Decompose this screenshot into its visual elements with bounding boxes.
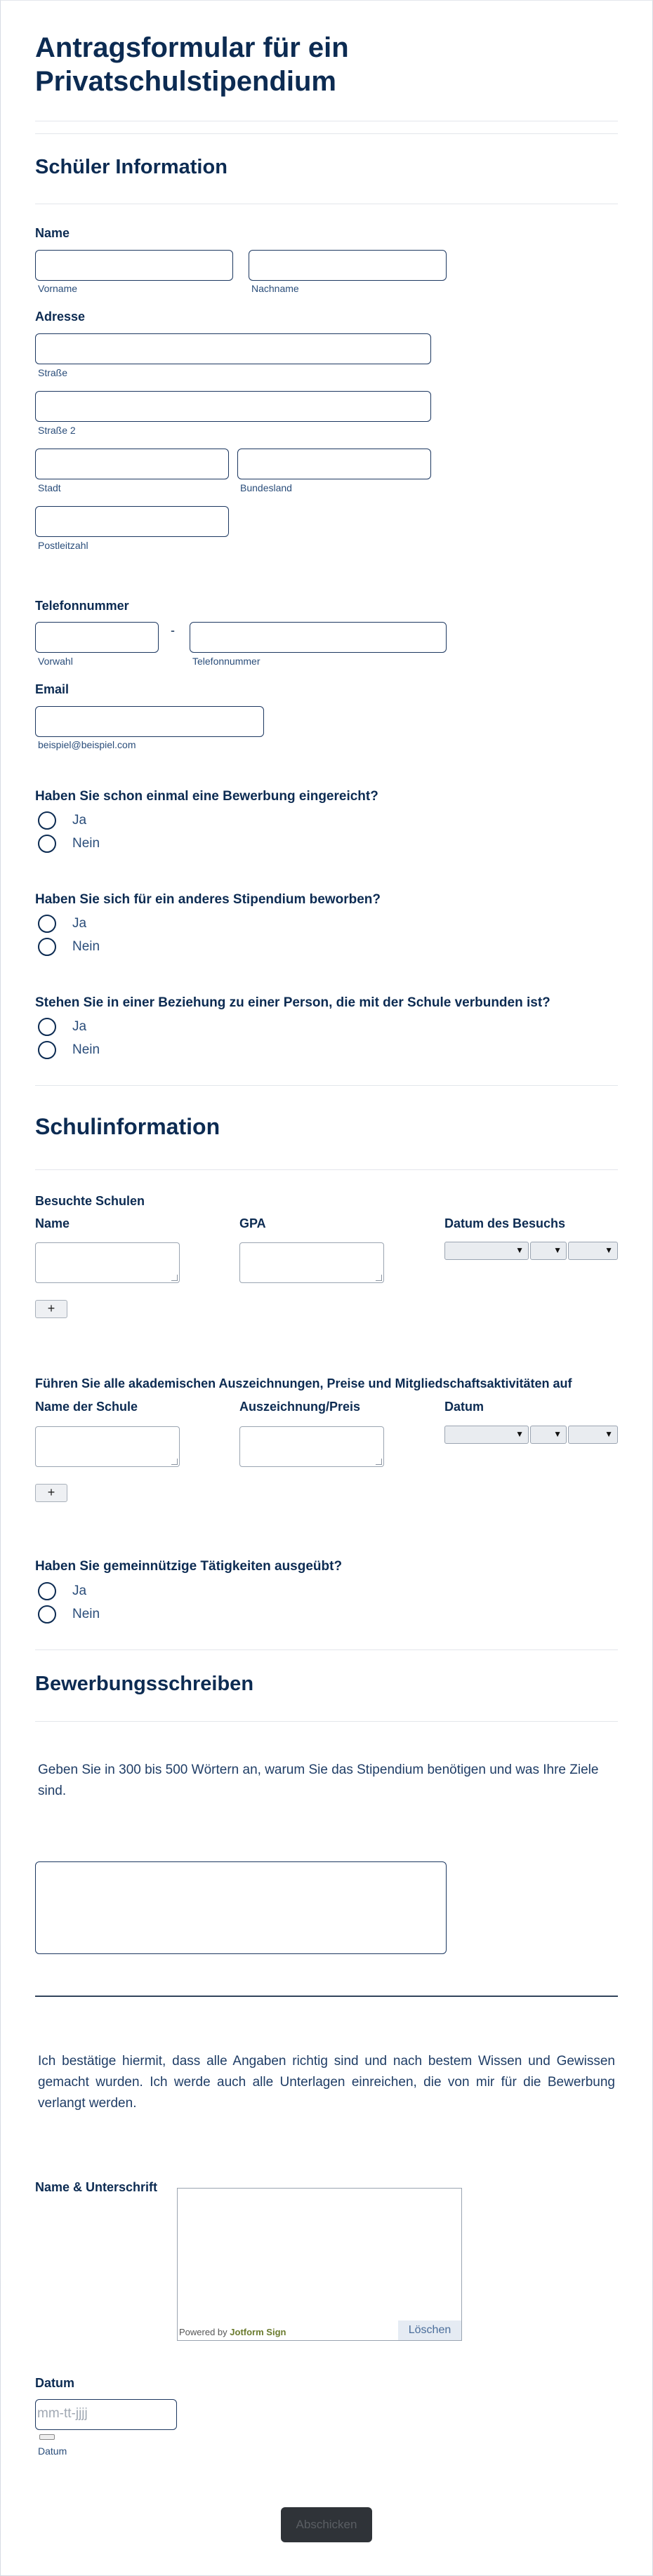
radio-label-no: Nein — [72, 1607, 100, 1621]
column-header-name: Name — [35, 1216, 70, 1230]
award-textarea[interactable] — [239, 1426, 384, 1467]
radio-label-yes: Ja — [72, 1019, 87, 1034]
chevron-down-icon: ▼ — [553, 1429, 562, 1439]
add-award-row-button[interactable]: + — [35, 1484, 67, 1502]
radio-other-scholarship-yes[interactable] — [38, 915, 56, 933]
column-header-award: Auszeichnung/Preis — [239, 1400, 361, 1414]
radio-label-no: Nein — [72, 1042, 100, 1057]
divider — [35, 1721, 618, 1722]
letter-textarea[interactable] — [35, 1861, 447, 1954]
radio-school-relation-yes[interactable] — [38, 1018, 56, 1036]
school-section-title: Schulinformation — [35, 1114, 220, 1139]
chevron-down-icon: ▼ — [515, 1429, 524, 1439]
radio-volunteer-yes[interactable] — [38, 1582, 56, 1600]
street2-sublabel: Straße 2 — [38, 425, 76, 436]
city-input[interactable] — [35, 449, 229, 479]
gpa-textarea[interactable] — [239, 1242, 384, 1283]
visit-day-select[interactable] — [530, 1242, 567, 1260]
divider — [35, 1649, 618, 1650]
date-sublabel: Datum — [38, 2445, 67, 2457]
area-code-input[interactable] — [35, 622, 159, 653]
jotform-sign-logo: Jotform Sign — [230, 2327, 286, 2337]
phone-number-input[interactable] — [190, 622, 447, 653]
divider — [35, 133, 618, 134]
email-label: Email — [35, 682, 70, 696]
radio-prior-application-yes[interactable] — [38, 811, 56, 830]
state-sublabel: Bundesland — [240, 482, 292, 493]
email-input[interactable] — [35, 706, 264, 737]
radio-prior-application-no[interactable] — [38, 835, 56, 853]
question-volunteer-work: Haben Sie gemeinnützige Tätigkeiten ausgeübt? — [35, 1559, 343, 1574]
column-header-date: Datum — [444, 1400, 484, 1414]
signature-label: Name & Unterschrift — [35, 2180, 158, 2194]
school-name-textarea[interactable] — [35, 1242, 180, 1283]
calendar-icon[interactable] — [39, 2434, 55, 2440]
date-input[interactable]: mm-tt-jjjj — [35, 2399, 177, 2430]
date-label: Datum — [35, 2376, 75, 2390]
street2-input[interactable] — [35, 391, 431, 422]
zip-sublabel: Postleitzahl — [38, 540, 88, 551]
radio-other-scholarship-no[interactable] — [38, 938, 56, 956]
divider — [35, 1169, 618, 1170]
radio-label-yes: Ja — [72, 916, 87, 931]
first-name-sublabel: Vorname — [38, 283, 78, 294]
street-input[interactable] — [35, 333, 431, 364]
question-other-scholarship: Haben Sie sich für ein anderes Stipendium beworben? — [35, 892, 381, 907]
visit-month-select[interactable] — [444, 1242, 529, 1260]
add-school-row-button[interactable]: + — [35, 1300, 67, 1318]
radio-label-no: Nein — [72, 939, 100, 954]
powered-by-text: Powered by Jotform Sign — [179, 2327, 286, 2337]
chevron-down-icon: ▼ — [605, 1429, 613, 1439]
radio-school-relation-no[interactable] — [38, 1041, 56, 1059]
clear-signature-button[interactable]: Löschen — [398, 2321, 461, 2340]
visit-year-select[interactable] — [568, 1242, 618, 1260]
question-prior-application: Haben Sie schon einmal eine Bewerbung eingereicht? — [35, 789, 378, 804]
street-sublabel: Straße — [38, 367, 68, 378]
award-day-select[interactable] — [530, 1426, 567, 1444]
state-input[interactable] — [237, 449, 431, 479]
radio-volunteer-no[interactable] — [38, 1605, 56, 1624]
signature-pad[interactable] — [177, 2188, 462, 2341]
area-code-sublabel: Vorwahl — [38, 656, 73, 667]
divider — [35, 1996, 618, 1997]
chevron-down-icon: ▼ — [553, 1245, 562, 1255]
address-label: Adresse — [35, 310, 86, 324]
chevron-down-icon: ▼ — [605, 1245, 613, 1255]
form-title: Antragsformular für ein Privatschulstipendium — [35, 32, 349, 97]
letter-section-title: Bewerbungsschreiben — [35, 1673, 254, 1695]
awards-label: Führen Sie alle akademischen Auszeichnungen, Preise und Mitgliedschaftsaktivitäten auf — [35, 1376, 572, 1390]
last-name-input[interactable] — [249, 250, 447, 281]
city-sublabel: Stadt — [38, 482, 61, 493]
column-header-gpa: GPA — [239, 1216, 266, 1230]
column-header-visit-date: Datum des Besuchs — [444, 1216, 566, 1230]
student-section-title: Schüler Information — [35, 156, 227, 178]
award-month-select[interactable] — [444, 1426, 529, 1444]
last-name-sublabel: Nachname — [251, 283, 299, 294]
radio-label-yes: Ja — [72, 1584, 87, 1598]
email-sublabel: beispiel@beispiel.com — [38, 739, 136, 750]
divider — [35, 1085, 618, 1086]
first-name-input[interactable] — [35, 250, 233, 281]
zip-input[interactable] — [35, 506, 229, 537]
radio-label-yes: Ja — [72, 813, 87, 828]
chevron-down-icon: ▼ — [515, 1245, 524, 1255]
award-school-textarea[interactable] — [35, 1426, 180, 1467]
schools-attended-label: Besuchte Schulen — [35, 1194, 145, 1208]
phone-label: Telefonnummer — [35, 599, 129, 613]
question-school-relation: Stehen Sie in einer Beziehung zu einer Person, die mit der Schule verbunden ist? — [35, 995, 550, 1010]
award-year-select[interactable] — [568, 1426, 618, 1444]
phone-number-sublabel: Telefonnummer — [192, 656, 260, 667]
name-label: Name — [35, 226, 70, 240]
phone-dash: - — [171, 623, 175, 637]
submit-button[interactable]: Abschicken — [281, 2507, 372, 2542]
confirmation-text: Ich bestätige hiermit, dass alle Angaben richtig sind und nach bestem Wissen und Gewissen gemacht wurden. Ich werde auch alle Unterlagen einreichen, die von mir für die Bewerbung verlangt werden. — [38, 2054, 615, 2111]
column-header-school-name: Name der Schule — [35, 1400, 138, 1414]
radio-label-no: Nein — [72, 836, 100, 851]
letter-instructions: Geben Sie in 300 bis 500 Wörtern an, warum Sie das Stipendium benötigen und was Ihre Ziele sind. — [38, 1762, 599, 1798]
